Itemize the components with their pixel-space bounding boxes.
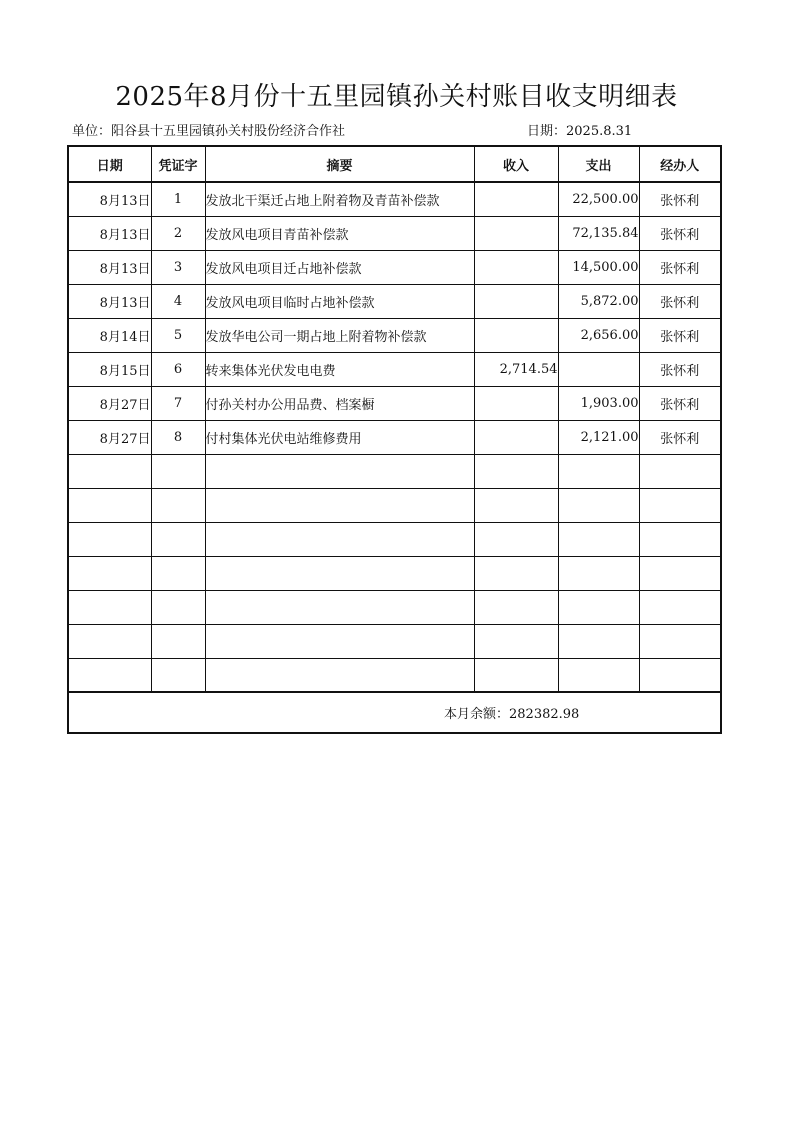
empty-cell	[205, 488, 474, 522]
date-label: 日期：2025.8.31	[527, 124, 633, 139]
header-handler: 经办人	[639, 146, 721, 182]
cell-summary: 付村集体光伏电站维修费用	[205, 420, 474, 454]
empty-cell	[151, 658, 205, 692]
empty-cell	[474, 658, 558, 692]
empty-cell	[151, 488, 205, 522]
empty-cell	[639, 522, 721, 556]
empty-cell	[558, 624, 639, 658]
cell-date: 8月13日	[68, 216, 151, 250]
cell-income: 2,714.54	[474, 352, 558, 386]
empty-cell	[639, 590, 721, 624]
empty-cell	[639, 454, 721, 488]
empty-cell	[68, 522, 151, 556]
empty-cell	[68, 658, 151, 692]
cell-date: 8月13日	[68, 250, 151, 284]
table-row	[68, 420, 721, 454]
empty-cell	[205, 454, 474, 488]
table-row	[68, 284, 721, 318]
cell-expense	[558, 352, 639, 386]
cell-voucher: 4	[151, 284, 205, 318]
ledger-table	[67, 145, 722, 734]
cell-date: 8月27日	[68, 386, 151, 420]
empty-cell	[474, 556, 558, 590]
empty-cell	[68, 556, 151, 590]
cell-income	[474, 318, 558, 352]
empty-row	[68, 556, 721, 590]
cell-date: 8月14日	[68, 318, 151, 352]
ledger-body	[68, 182, 721, 733]
table-row	[68, 216, 721, 250]
empty-cell	[474, 488, 558, 522]
cell-handler: 张怀利	[639, 182, 721, 216]
empty-cell	[205, 556, 474, 590]
cell-summary: 发放风电项目迁占地补偿款	[205, 250, 474, 284]
empty-cell	[205, 658, 474, 692]
empty-cell	[205, 590, 474, 624]
cell-summary: 转来集体光伏发电电费	[205, 352, 474, 386]
cell-voucher: 7	[151, 386, 205, 420]
page-title: 2025年8月份十五里园镇孙关村账目收支明细表	[115, 82, 678, 112]
table-row	[68, 386, 721, 420]
cell-date: 8月13日	[68, 284, 151, 318]
header-expense: 支出	[558, 146, 639, 182]
empty-row	[68, 590, 721, 624]
empty-cell	[68, 590, 151, 624]
empty-cell	[205, 624, 474, 658]
empty-cell	[558, 658, 639, 692]
footer-row	[68, 692, 721, 733]
empty-cell	[151, 590, 205, 624]
table-row	[68, 318, 721, 352]
cell-expense: 2,656.00	[558, 318, 639, 352]
empty-cell	[639, 658, 721, 692]
empty-cell	[474, 624, 558, 658]
cell-income	[474, 386, 558, 420]
empty-cell	[151, 556, 205, 590]
cell-handler: 张怀利	[639, 386, 721, 420]
cell-income	[474, 420, 558, 454]
cell-expense: 5,872.00	[558, 284, 639, 318]
table-row	[68, 352, 721, 386]
cell-income	[474, 216, 558, 250]
cell-expense: 14,500.00	[558, 250, 639, 284]
cell-voucher: 3	[151, 250, 205, 284]
header-date: 日期	[68, 146, 151, 182]
empty-cell	[151, 454, 205, 488]
cell-handler: 张怀利	[639, 352, 721, 386]
cell-expense: 72,135.84	[558, 216, 639, 250]
empty-cell	[68, 624, 151, 658]
cell-expense: 2,121.00	[558, 420, 639, 454]
empty-cell	[474, 522, 558, 556]
unit-label: 单位：阳谷县十五里园镇孙关村股份经济合作社	[72, 124, 346, 139]
empty-cell	[68, 488, 151, 522]
header-income: 收入	[474, 146, 558, 182]
cell-handler: 张怀利	[639, 420, 721, 454]
header-row	[68, 146, 721, 182]
empty-cell	[151, 624, 205, 658]
empty-cell	[205, 522, 474, 556]
empty-cell	[558, 590, 639, 624]
empty-row	[68, 624, 721, 658]
empty-cell	[558, 488, 639, 522]
cell-voucher: 6	[151, 352, 205, 386]
cell-income	[474, 250, 558, 284]
empty-cell	[474, 590, 558, 624]
empty-row	[68, 454, 721, 488]
empty-row	[68, 522, 721, 556]
empty-cell	[639, 556, 721, 590]
empty-cell	[639, 488, 721, 522]
table-row	[68, 250, 721, 284]
cell-voucher: 8	[151, 420, 205, 454]
empty-row	[68, 488, 721, 522]
empty-cell	[68, 454, 151, 488]
cell-summary: 付孙关村办公用品费、档案橱	[205, 386, 474, 420]
cell-voucher: 2	[151, 216, 205, 250]
empty-cell	[558, 556, 639, 590]
empty-cell	[639, 624, 721, 658]
cell-summary: 发放风电项目青苗补偿款	[205, 216, 474, 250]
cell-handler: 张怀利	[639, 318, 721, 352]
header-summary: 摘要	[205, 146, 474, 182]
empty-row	[68, 658, 721, 692]
cell-handler: 张怀利	[639, 284, 721, 318]
empty-cell	[558, 522, 639, 556]
cell-income	[474, 284, 558, 318]
cell-summary: 发放华电公司一期占地上附着物补偿款	[205, 318, 474, 352]
cell-summary: 发放北干渠迁占地上附着物及青苗补偿款	[205, 182, 474, 216]
cell-voucher: 1	[151, 182, 205, 216]
cell-expense: 22,500.00	[558, 182, 639, 216]
empty-cell	[558, 454, 639, 488]
cell-handler: 张怀利	[639, 250, 721, 284]
empty-cell	[474, 454, 558, 488]
cell-date: 8月13日	[68, 182, 151, 216]
empty-cell	[151, 522, 205, 556]
cell-date: 8月15日	[68, 352, 151, 386]
cell-voucher: 5	[151, 318, 205, 352]
balance-label: 本月余额：282382.98	[68, 692, 721, 733]
header-voucher: 凭证字	[151, 146, 205, 182]
cell-income	[474, 182, 558, 216]
cell-date: 8月27日	[68, 420, 151, 454]
table-row	[68, 182, 721, 216]
cell-expense: 1,903.00	[558, 386, 639, 420]
cell-handler: 张怀利	[639, 216, 721, 250]
cell-summary: 发放风电项目临时占地补偿款	[205, 284, 474, 318]
